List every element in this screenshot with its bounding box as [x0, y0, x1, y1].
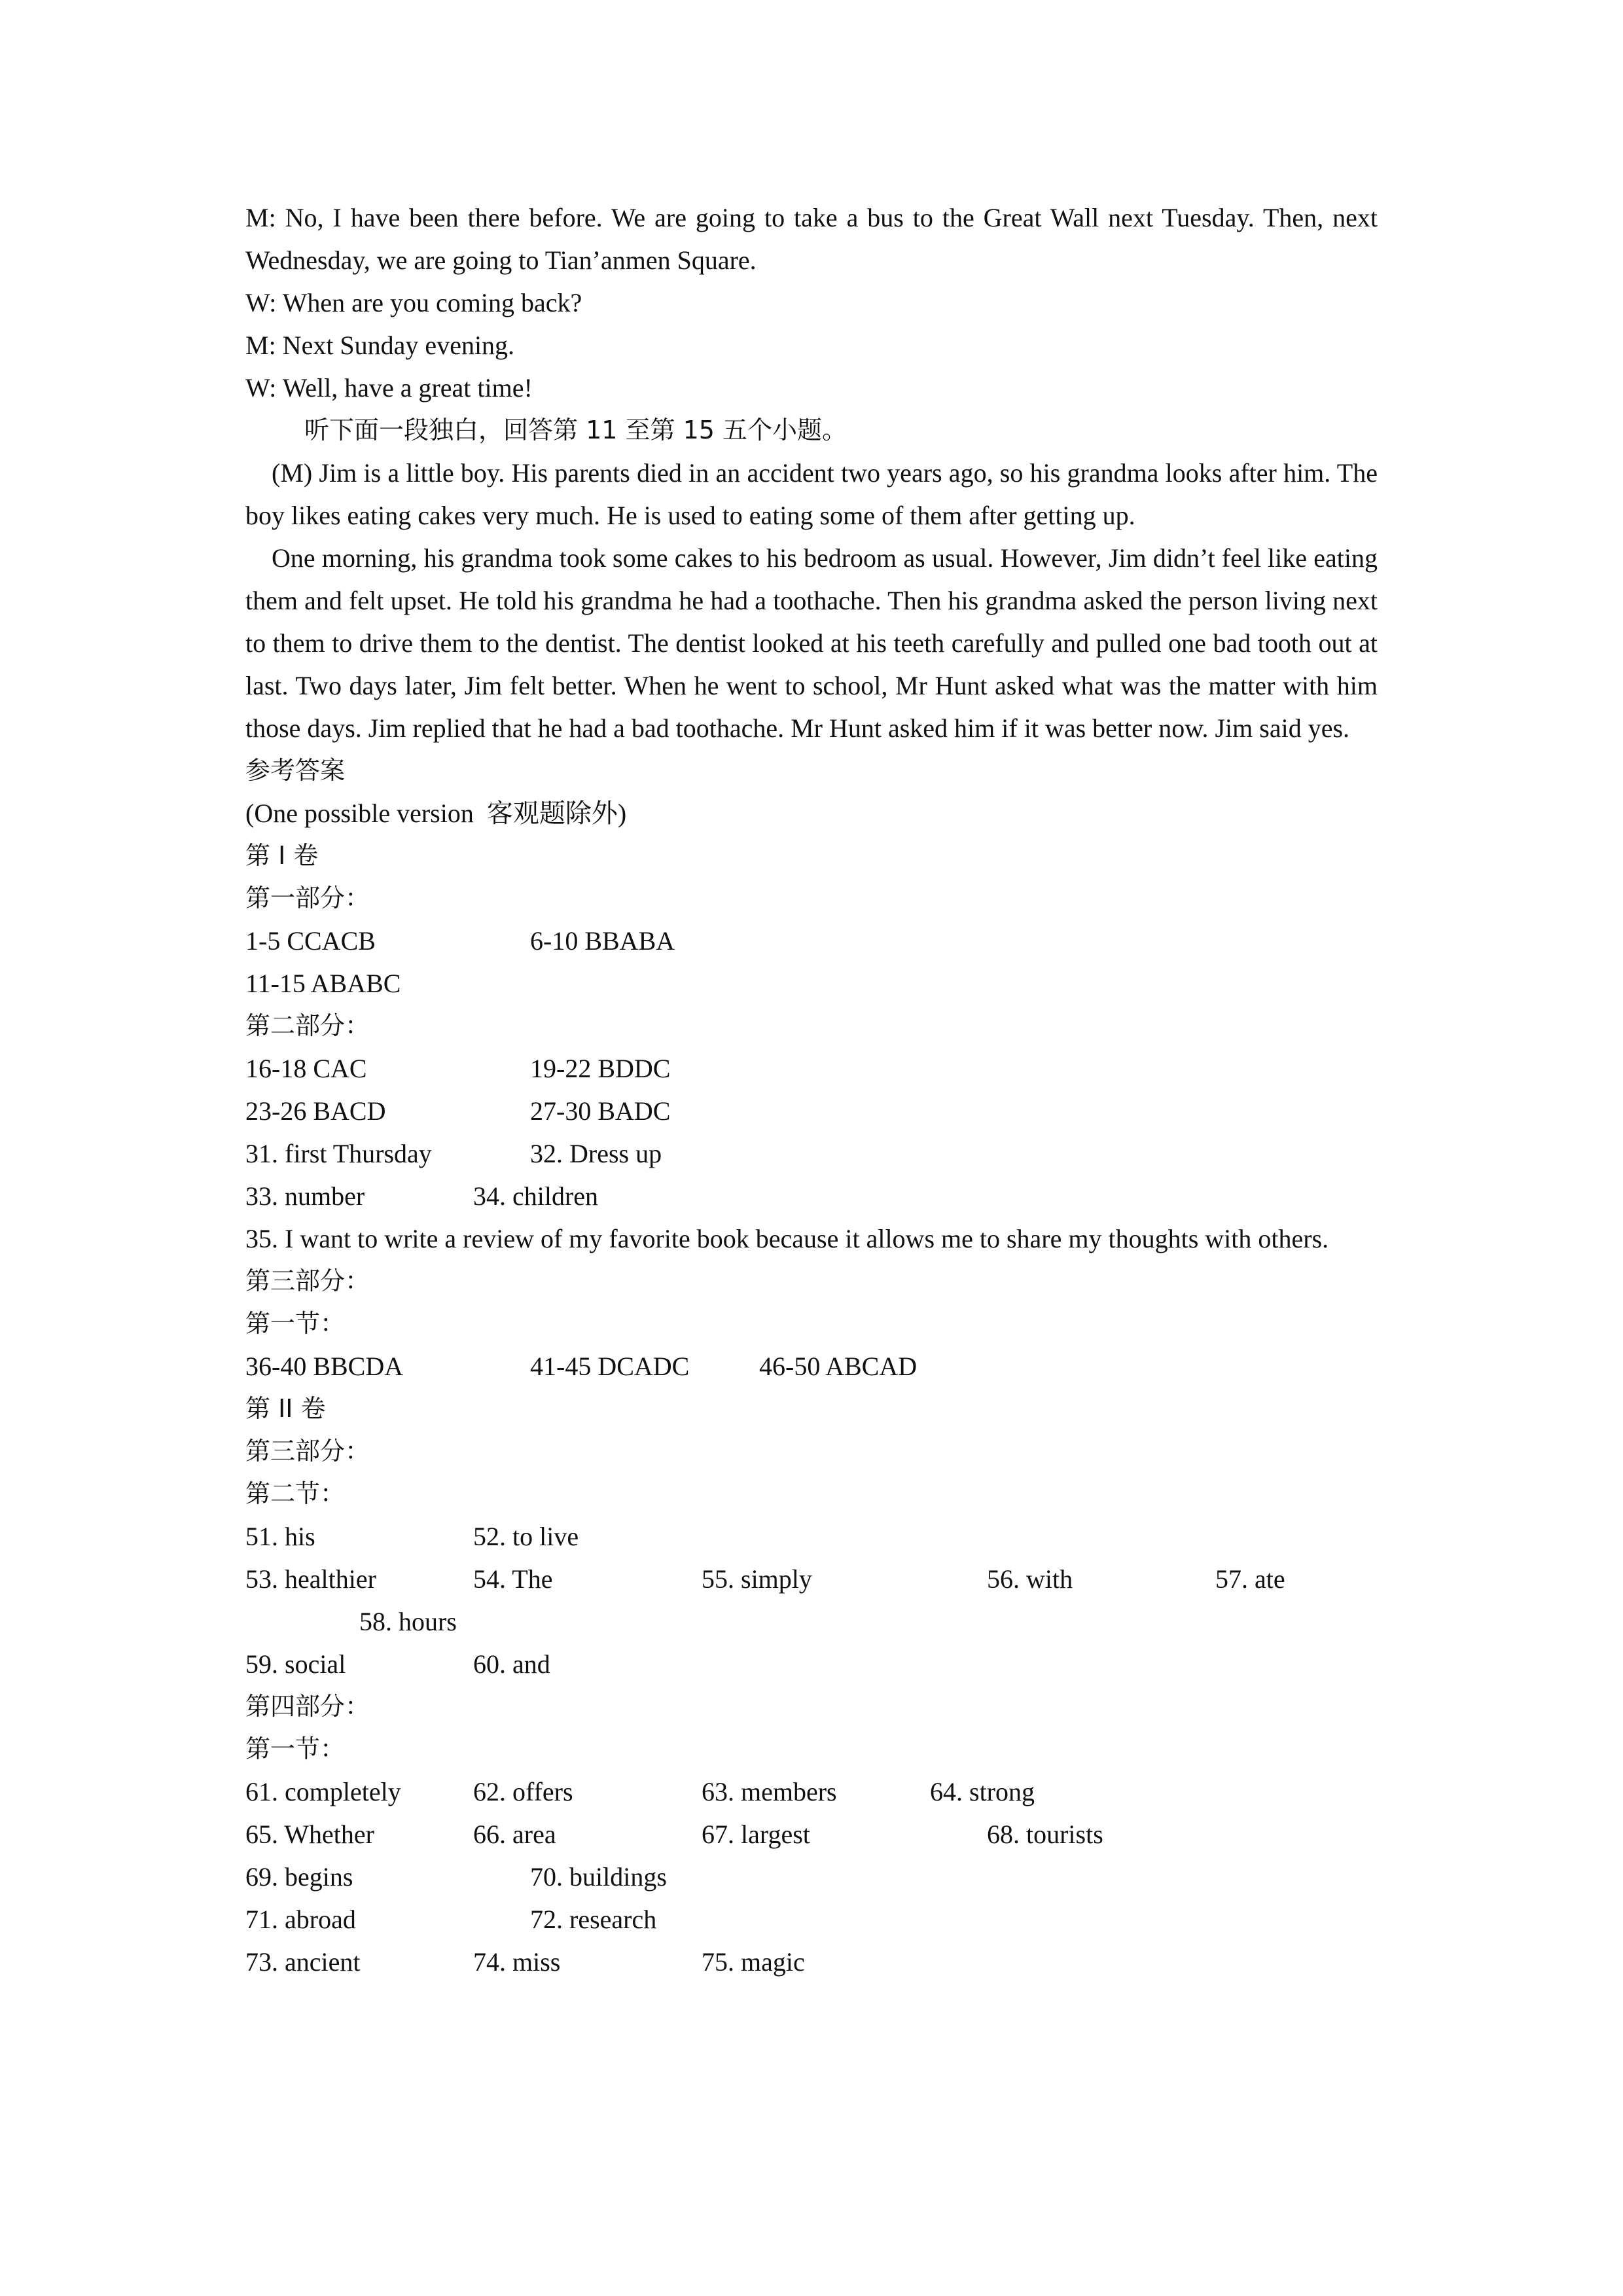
- answer-item: 56. with: [987, 1564, 1073, 1594]
- answer-item: 51. his: [245, 1522, 315, 1551]
- part-4-heading: 第四部分：: [245, 1692, 370, 1721]
- answer-item: 34. children: [473, 1181, 599, 1211]
- answer-row: [245, 962, 1378, 1005]
- part-3-heading: 第三部分：: [245, 1266, 370, 1295]
- answer-row: [245, 1600, 1378, 1643]
- volume-1-heading: 第 I 卷: [245, 841, 319, 870]
- answer-item: 55. simply: [702, 1564, 812, 1594]
- answer-row: [245, 1515, 1378, 1558]
- volume-2-heading: 第 II 卷: [245, 1394, 326, 1423]
- answer-item: 70. buildings: [530, 1862, 667, 1892]
- answer-item: 57. ate: [1215, 1564, 1285, 1594]
- monologue-paragraph-1: (M) Jim is a little boy. His parents died in an accident two years ago, so his grandma looks after him. The boy likes eating cakes very much. He is used to eating some of them after getting up.: [245, 458, 1378, 530]
- answer-row: [245, 1941, 1378, 1983]
- answer-item: 6-10 BBABA: [530, 926, 675, 956]
- answer-item: 27-30 BADC: [530, 1096, 671, 1126]
- answer-item: 61. completely: [245, 1777, 401, 1806]
- answer-item: 64. strong: [930, 1777, 1035, 1806]
- part-2-heading: 第二部分：: [245, 1011, 370, 1040]
- document-page: [245, 196, 1378, 1983]
- answer-row: [245, 1132, 1378, 1175]
- part-3b-heading: 第三部分：: [245, 1437, 370, 1465]
- answer-item: 23-26 BACD: [245, 1096, 386, 1126]
- answer-item: 58. hours: [359, 1607, 457, 1636]
- answer-row: [245, 1047, 1378, 1090]
- answer-row: [245, 1643, 1378, 1685]
- answer-item: 59. social: [245, 1649, 346, 1679]
- dialogue-line-w1: W: When are you coming back?: [245, 288, 582, 317]
- answer-item: 19-22 BDDC: [530, 1054, 671, 1083]
- answer-item: 69. begins: [245, 1862, 353, 1892]
- answer-row: [245, 1898, 1378, 1941]
- answer-item: 66. area: [473, 1820, 556, 1849]
- answer-item: 72. research: [530, 1905, 657, 1934]
- answer-row: [245, 920, 1378, 962]
- answer-row: [245, 1813, 1378, 1856]
- part-1-heading: 第一部分：: [245, 884, 370, 912]
- monologue-paragraph-2: One morning, his grandma took some cakes to his bedroom as usual. However, Jim didn’t feel like eating them and felt upset. He told his grandma he had a toothache. Then his grandma asked the person living next to them to drive them to the dentist. The dentist looked at his teeth carefully and pulled one bad tooth out at last. Two days later, Jim felt better. When he went to school, Mr Hunt asked what was the matter with him those days. Jim replied that he had a bad toothache. Mr Hunt asked him if it was better now. Jim said yes.: [245, 543, 1378, 743]
- answer-item: 62. offers: [473, 1777, 573, 1806]
- answer-item: 33. number: [245, 1181, 365, 1211]
- answer-item: 68. tourists: [987, 1820, 1103, 1849]
- answer-row: [245, 1856, 1378, 1898]
- answers-note: (One possible version 客观题除外): [245, 798, 627, 828]
- section-1b-heading: 第一节：: [245, 1734, 346, 1763]
- dialogue-line-w2: W: Well, have a great time!: [245, 373, 533, 403]
- answer-item: 1-5 CCACB: [245, 926, 376, 956]
- answer-item: 73. ancient: [245, 1947, 361, 1977]
- answer-row: [245, 1770, 1378, 1813]
- answer-item: 31. first Thursday: [245, 1139, 432, 1168]
- answer-row: [245, 1175, 1378, 1217]
- answer-item: 46-50 ABCAD: [759, 1352, 918, 1381]
- dialogue-line-m2: M: Next Sunday evening.: [245, 331, 515, 360]
- answer-item: 53. healthier: [245, 1564, 376, 1594]
- answer-item: 67. largest: [702, 1820, 810, 1849]
- answer-row: [245, 1558, 1378, 1600]
- dialogue-line-m1: M: No, I have been there before. We are going to take a bus to the Great Wall next Tuesday. Then, next Wednesday, we are going to Tian’anmen Square.: [245, 203, 1378, 275]
- answer-row: [245, 1345, 1378, 1388]
- answer-item: 60. and: [473, 1649, 550, 1679]
- answer-item: 16-18 CAC: [245, 1054, 367, 1083]
- section-1-heading: 第一节：: [245, 1309, 346, 1338]
- answer-item: 63. members: [702, 1777, 837, 1806]
- answer-item: 36-40 BBCDA: [245, 1352, 404, 1381]
- answer-q35: 35. I want to write a review of my favorite book because it allows me to share my thoughts with others.: [245, 1224, 1329, 1253]
- answer-item: 54. The: [473, 1564, 553, 1594]
- monologue-instruction: 听下面一段独白，回答第 11 至第 15 五个小题。: [304, 416, 847, 444]
- answer-item: 11-15 ABABC: [245, 969, 401, 998]
- answer-item: 71. abroad: [245, 1905, 356, 1934]
- answer-item: 74. miss: [473, 1947, 561, 1977]
- answer-item: 52. to live: [473, 1522, 579, 1551]
- answer-item: 65. Whether: [245, 1820, 374, 1849]
- answer-item: 32. Dress up: [530, 1139, 662, 1168]
- answers-heading: 参考答案: [245, 756, 346, 785]
- answer-item: 75. magic: [702, 1947, 805, 1977]
- section-2-heading: 第二节：: [245, 1479, 346, 1508]
- answer-row: [245, 1090, 1378, 1132]
- answer-item: 41-45 DCADC: [530, 1352, 690, 1381]
